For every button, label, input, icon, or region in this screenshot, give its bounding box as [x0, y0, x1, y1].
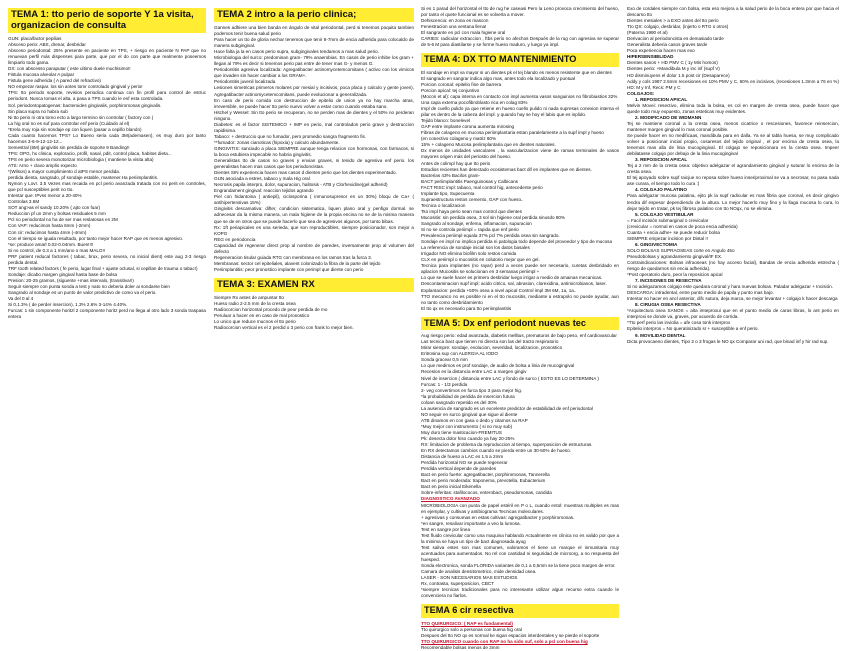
section-title-tema-3: TEMA 3: EXAMEN RX [214, 278, 414, 292]
note-line: Porcion apical: tej conjuntivo [421, 87, 480, 93]
note-line: PRF patient reducal factores ( tabac, brux, perio severa, no inicial dient) este aug 2-3 riesgo perdida dental. [8, 253, 206, 265]
note-line: Mirar siempre: sondaje, evolucion, severidad, localizacion, pronostico [421, 345, 563, 351]
note-line: Para hacer un tto de gloria nechar tenemos que tenir 8-7mm de encia adherida para colocaldo de manera subgingival. [214, 37, 414, 49]
note-line: REG en periodoncia [214, 236, 256, 242]
note-line: Hace falta ja la en casos perio supra, subgingivales tendamos a mas salud perio. [214, 49, 379, 55]
note-line: Peruluar a hacer en en caso de mal pronostico [214, 313, 310, 319]
note-line: Engrandament gingival: reaccion tejidos agrando [214, 188, 314, 194]
note-line: Con VAP: reducimos hasta 6mm (-2mm) [8, 223, 91, 229]
section-title-tema-4: TEMA 4: DX TTO MANTENIMIENTO [421, 53, 619, 67]
note-line: Estudios recientes han detectado ecosistemas bact dif en implantes que en dientes. [421, 166, 592, 172]
note-line: GUN: placa/factor pepilias [8, 36, 62, 41]
note-line: DESCARGA: intradental, entre punto medio de papila y punto mas bajo. [627, 290, 774, 296]
note-line: Despues del tto NO qx es normal ke sigan espacios interdentales y se pierde el soporte [421, 632, 600, 638]
note-line: Mucositis: sin perdida osea, 3 sol sin higiene oral perdida sinusdo 80% [421, 214, 566, 220]
note-line: Controlas 3.6M [8, 199, 40, 205]
note-line: FACT RISC impl: tabaco, mal control hig, antecedente perio [421, 184, 543, 190]
note-line: Rx: 1ft periapicales es una serieda, que son reproductibles, siempre posicionador, son mejor a KOPG [214, 224, 414, 236]
note-line: *Erela muy roja sin sondaje ep con liquen (pasar a cepillo blando) [8, 126, 142, 132]
note-line: Intentar que: IPvss menor a 20-40% [8, 193, 82, 199]
note-line: HIPERSENSIBILIDAD [627, 54, 674, 60]
note-line: CARIES: radicular extraccion , ftbs perio no afechos Después de la rug con agresiva se superar de 5-6 M para diastilarse y se forme hueso maduro, y luego ya impl. [421, 36, 619, 48]
note-line: Cuanta + encia adhe+ se puede reducir bolsa [627, 229, 720, 235]
note-line: 2. MODIFICADO DE WIDMANN [635, 114, 702, 120]
note-line: Una capa externa pocofibroblasto rica en colag 83% [421, 100, 528, 106]
note-line: 4. COLGAJO PALATINO [635, 187, 687, 193]
note-line: Diabetes: es el factor SISTEMICO + IMP en perio, mal controlados perio grave y destruccion rapidisima. [214, 121, 414, 133]
note-line: Si no control, de 0.3 a 1 mm/ano o mas MALO!! [8, 247, 106, 253]
note-line: 1. REPOSICION APICAL [635, 96, 688, 102]
note-line: Lo que medimos es prof sondaje, de audio de bolsa a linia de mucogingival [421, 363, 575, 369]
note-line: 9. MOVILIDAD DENTAL [635, 332, 686, 338]
note-line: Eritrosina sup con ALERGIA AL IODO [421, 351, 498, 357]
note-line: Las tecnica bact que tienen mi directa son las del tracto respiratorio [421, 339, 559, 345]
note-line: Si no se controla periimpl = rapida que enf perio [421, 227, 519, 233]
section-body-tema-3 [214, 295, 414, 331]
note-line: Tto QX: colgajo, desbridar, (injerto o RTG o otros) [627, 24, 729, 30]
note-line: BACT periimplantitis Paenguinosas y Calbicans [421, 178, 518, 184]
section-title-tema-2: TEMA 2 intro a la perio clinica; [214, 8, 414, 22]
note-line: *la probabilidad de perdida de insercion futura [421, 393, 515, 399]
note-line: Tecnica o localizacion [421, 202, 466, 208]
note-line: La referencia de sondaje inicial son los datos basales [421, 245, 530, 251]
note-line: El sondaje en impl va mayor si un dientes pk el tej blando es menos resistente que en dientes [421, 69, 612, 75]
note-line: Piel con hidantoina ( antiepil), ciclosporina ( inmunosupresor en un 30%) bloqu de Ca+ ( antihipertensivas 15%) [214, 194, 414, 206]
note-line: TTO mecanico no es posible ni en el tto mucositis, mediante a estrapolo no puede ayudar, aun no tanto como desbridamiento [421, 293, 619, 305]
note-line: Va del 0 al 4 [8, 296, 34, 302]
note-line: La hig oral no es suf para controlar enf perio (Cuidado al el) [8, 120, 130, 126]
note-line: Siempre Rx antes de ampuntar tto [214, 294, 284, 300]
note-line: Pcl no periodontal no ha de ser mas reslatosas en 2M [8, 217, 118, 223]
note-line: Gingivitis descamativa: difter, condicion sistematica, liquen plano oral y penfigo dormal. se adnecesar da la misma manera, un mala higiene de la propia encina no se de la misma manera que se de en otros que se puede hacerlo que sea de agresivos algunos, por tanto bibas. [214, 206, 414, 224]
note-line: Fenestracion una ventana llena! [421, 24, 487, 30]
note-line: Tso impl haya perio sean mas control que dientes [421, 208, 522, 214]
note-line: Gannes adhiere una bien banda en ángulo de vital periodontal, perd si tenemos poquita tambien podemos tenir buena salud perio [214, 25, 414, 37]
note-line: Supraestructura restos cemento, GAP con hueso.. [421, 196, 524, 202]
note-line: DX: con abscesso paraputar ( este ultimo duele muchisimo!! [8, 66, 131, 72]
note-line: Prevalencia periimpl equala 37% pcl 7% perdida osea sin sangrado. [421, 233, 560, 239]
column-4 [627, 6, 839, 596]
note-line: Melvin Movei: resectivo, elimina toda la bolsa, es col en margen de cresta osea, puede hacer que quede todo muy expuesto, zonas esteticas muy evidentes. [627, 102, 839, 114]
section-body-tema-3-continued [421, 6, 619, 48]
note-line: Tej se mantiene coronal a la cresta osea, menos cicatrice o rescesiones, favorece reinsercion, mantener margen gingival lo mas coronal posible. [627, 120, 839, 132]
note-line: Epitelio interpros = No queratinizado sr + susceptible a enf perio. [627, 326, 759, 332]
note-line: Lesiones simetricas primeros molares por mesial y incisivos, poca placa y calculo y gente joven), Agregatibacter actinomycetemcomitans, puede evolucionar a generalizada. [214, 85, 414, 97]
note-line: Si no adelgazamos colgajo este quedara coronal y hara nuevas bolsas. Paladar adelgazar + Incisión. [627, 284, 833, 290]
note-line: El tto qx es necesario para tto periimplantitis [421, 305, 512, 311]
note-line: 3. REPOSICION APICAL [635, 157, 688, 163]
note-line: *Muy mejor con instrumento ( si no muy sub) [421, 423, 513, 429]
note-line: Fistula gene adherida ( A pared del refractivo) [8, 78, 101, 84]
section-body-tema-6 [421, 621, 619, 651]
note-line: Absceso perio: ABS, drenar, desbridar [8, 42, 86, 48]
note-line: Muy duro tiene masticacion-FREMITUS [421, 429, 502, 435]
note-line: Reduccion pf un 2mm y bolsas residuales 5 mm [8, 211, 106, 217]
note-line: 15% + colageno Mucosa periimplantaria que en dientes naturales. [421, 142, 556, 148]
note-line: RX: limitacion de problema da reproduccion al tiempo, superposicion de estructuras. [421, 442, 593, 448]
note-line: *(Wilson) a mayor cumplimiento d atPS menor perdida. [8, 169, 121, 175]
note-line: Sangrado al sondaje, enfema, inflamacion, supuracion [421, 221, 532, 226]
note-line: + agresivas y consumas en estas cultivas: agregatibacter y porphiromonas. [421, 514, 575, 520]
note-line: (Mocon et al): capa interna en contacto con impl aumenta vasos sanguinios no fibrobiastios 32% [421, 94, 618, 100]
note-line: Tejido blanco: bonelevel [421, 118, 471, 124]
note-line: Tecnica para implantes (no rayar) perd a veces puede ser necesario, curetas desbridado en aplacion Mucositis se solucionan en 3 semanas periimpl + [421, 263, 619, 275]
note-line: Sonda electronica, sonda FLORIDA variantes de 0,1 a 0,5mm se la tiene poco margen de error. [421, 562, 616, 568]
note-line: Si 0.1.3% ( de perder insercion), 1.3% 2.6% 3-14% 4.40%. [8, 302, 128, 308]
note-line: Si es 1 parad del horizontal el tto de rug he caseasi Pero la Leno provoca crecimiento del hueso, por tanto el quete funcional es se volverla a mover. [421, 6, 619, 18]
note-line: Con cir: reducimos hasta 4mm (-4mm) [8, 229, 87, 235]
note-line: Exo de cordales siempre con bolsa, esta eso mejora a la salud perio de la boca entera por que hacia el descarso tto [627, 6, 839, 18]
note-line: Perdida vertical depende de paredes [421, 466, 497, 472]
note-line: Regeneracion tisular guiada RTG con membrana en los ramos tras la furca 3. [214, 254, 372, 260]
note-line: Generalista deberia casos graves tarde [627, 42, 708, 48]
note-line: ATS: Arno + clavo amplio expecto [8, 162, 77, 168]
note-line: Absceso periodontal: 25% presente en paciente en TPS, + riesgo en paciente N PAP que no renuevan perfil más dispenses para parte, que por el do con parte que realmente poseemos limpiarlo todo gama. [8, 48, 206, 66]
section-body-tema-1 [8, 36, 206, 320]
note-line: Se puede hacer en no medificaas, mandibula para en dalla. Ya se al tabla huesa, se muy complicado volver a posicionar inicial propio, cosaresos del tejido original , el por encima de cresta osea, la tenemos mas alla de linia mucogingival. El colgajo se reposicionara en la cresta osea. Impeer debilatasse colgajo por debajo de la linia mucogingival [627, 132, 839, 157]
note-line: Fistula mucosa alveolar A pulpar [8, 72, 75, 78]
note-line: = Facil incisión submarginal o crevicular [627, 217, 709, 223]
note-line: Para adelgazar mucosa palatina, ejito pk la supf radicular es mas fibria que coronal, es decir gingivo tendra dif espesor dependiendo de la altura. Lo mejor hacerlo muy fino y la llaga mucosa lo cura, lo dejar tejido en tratar, pk tej fibroso palatino con tto NOqx, no se elimina. [627, 193, 839, 211]
column-3 [421, 6, 619, 650]
section-body-tema-4 [421, 70, 619, 312]
note-line: Nivel de insercion ( distancia entre LAC y fondo de surco ( ESTO ES LO DETERMINA ) [421, 375, 599, 381]
note-line: TPS: OPG, hx clinica, exploracio, profil, nasal, pdit, control placa, habitos dieta... [8, 150, 172, 156]
note-line: GAP entre implante corona aumenta mirosing [421, 124, 515, 130]
note-line: Irrigador NO elimina biofilm solo restos comida [421, 251, 517, 257]
note-line: ATB dinamos en con gasa o dedo y citamos na RAP [421, 417, 528, 423]
note-line: Contraindicaciones: Bolsas infraoseas (no hay acceso facial), Bandas de encia adherida estrecha ( riesgo de quedarnos sin encia adherida). [627, 259, 839, 272]
note-line: LASER - SON NECESARIOS MAS ESTUDIOS [421, 575, 518, 581]
note-line: Furcas: 1 - 1/3 perdida [421, 381, 468, 387]
note-line: Tabaco: + destruccio que no fumador, pero promedio sangra fragmento fis. [214, 133, 367, 139]
note-line: Furcas: 1 sin componente horitzl 2 componente horitz perd no llega al otro lado 3 sonda traspasa entera [8, 308, 206, 320]
note-line: Implante tipo, Supecuenta [421, 190, 475, 196]
note-line: Derivacion al periodoncista es demasiado tarde [627, 36, 724, 42]
note-line: Periodontitis juvenil localizada [214, 79, 276, 85]
note-line: Sobre-inferitas: stafilococos, enterobact, pseudomonas, candida [421, 490, 552, 496]
note-line: Lo unico que reduce mucnos el tto perio [214, 319, 296, 325]
note-line: coloan sangrado repetido es del 30% [421, 399, 497, 405]
note-line: Explantacion: perdida +50% osea a nivel apical Control impl 3M 6M, 1a, 1a.. [421, 287, 577, 293]
note-line: Necrosis papila interpro, dolor, supuracion, halitosis - ATB y Clorhexidine(gel adherid) [214, 182, 388, 188]
note-line: En caso de perio comida con destruccion de epitelio de union ya no hay marcha atras, irreversible, se puede hacer tto perio nuevo volver a estar como cuando estaba sano. [214, 97, 414, 109]
note-line: *siempre tecnicas tradicionales para no interesante utilizar algun recurso extra cuando le convenciera no fiarlos. [421, 587, 619, 599]
note-line: HD: M y Inf, Recs: PM y C [627, 84, 681, 90]
note-line: Bacterias 43% Bacilos gram- [421, 172, 480, 178]
column-2 [214, 6, 414, 596]
note-line: Perdida horizontal NO se puede regenerar [421, 460, 508, 466]
note-line: Intentar no hacer en ancl anterior, difc sutura, deja marca, se mejor levantar + colgajo k hacer descarga [627, 296, 838, 302]
note-line: NO seguir en surco gingival que sigue al diente [421, 411, 518, 417]
note-line: CLX en periimpl o mucositis en colutorio mejor que en gel. [421, 257, 540, 263]
note-line: NO empezar raspar. los sin antes tomr controlado gingival y perio! [8, 84, 143, 90]
note-line: TTO QUIRURGICO cuando con RAP no ha sido suf, solo a pcl con buena hig [421, 638, 588, 644]
note-line: Distancia de hueso a LAC es 1.5 a 2mm [421, 454, 504, 460]
note-line: **fumador: zonas cianoticas (hipoxia) y calculo abundamente. [214, 139, 340, 145]
note-line: Tto quirurgico solo a personas con buena hig oral [421, 626, 522, 632]
note-line: Fibras de colageno en mucosa periimplantaria estan paralelamente a la supf impl y hueso [421, 130, 604, 136]
note-line: Rx, contrasta, superposicion, CBCT [421, 581, 495, 587]
note-line: GINGIVITIS: sanciado a placa SIEMPRE aunque tenga relacion con hormonas, con farmacos, si la boca estubiera impecable no habria gingivitis. [214, 145, 414, 157]
note-line: (Paterna 1990 et al) [627, 30, 668, 36]
note-line: TPS en perio severa monotorizar microbiologia ( mantiene la visita alta) [8, 156, 154, 162]
section-title-tema-5: TEMA 5: Dx enf periodont nuevas tec [421, 317, 619, 331]
note-line: TTO QUIRURGICO: ( RAP es fundamental) [421, 620, 513, 626]
note-line: Sin placa supra no habra sub [8, 108, 68, 114]
note-line: Sol. periodontopatogenas: bacteroides gingivalis, porphiromonas gingivalis. [8, 102, 162, 108]
note-line: *en sangre, resalivar importante a veo la lumosa. [421, 520, 521, 526]
column-1 [8, 6, 206, 596]
note-line: Sondaje: dicabo margen gingival hasta base de bolsa [8, 271, 118, 277]
section-body-tema-6-continued [627, 6, 839, 345]
note-line: Addy y cols 1987 2.5mm recesiones en 10% PMV y C, 60% en incisivos, (recesiones 1.3mm a 76 en %) [627, 78, 839, 84]
note-line: SOT ang>as el sandy 10.20% ( ajto con fuar) [8, 205, 100, 211]
note-line: Test saliva estes son mas comunes, valoramos el tiene un marque el inmunitaria muy acentuados para aumentados. No rel con cantidad ni seguridad de microorg, a no respuesta del huesped. [421, 544, 619, 562]
note-line: El tej apoyado sobre supf raicjue no reposa sobre hueso inseriproximal se va a necrosar, no pasa nada ase curara, el tiempo todo lo cura :) [627, 175, 839, 187]
note-line: Periimplantitis: peor pronostico implante con perimpl que diente con perio [214, 266, 364, 272]
note-line: HD disminuyens el dolor 1.5 post cir (Desaparece) [627, 72, 730, 78]
note-line: Tej a 2 mm de la cresta osea: objetivo adelgazar el agrandamiento gingival y suturar lo encima de la cresta osea. [627, 163, 839, 175]
note-line: Cada cuanto hacemos TPS? Lo Bueno seria cada 3M(ademasen), es muy duro por tanto hacemos 3-6-9-12-12-12... [8, 132, 206, 144]
note-line: Sonda gracear 0,5 mm [421, 357, 468, 363]
note-line: Poca experiencia hacen mas exo [627, 48, 695, 54]
note-line: MICROBIOLOGIA con punta de papel estéril en P o L, cuando entol: muestras multiples es mas en ejemplar, y cultivas y antibiograma Tecnicas moleculares. [421, 502, 619, 514]
note-line: Bact en perio inicial Eikenella [421, 484, 481, 490]
note-line: La ausencia de sangrado es un excelente predictor de estabilidad de enf periodontal [421, 405, 593, 411]
note-line: Dientes SIN experiencia hacen mas casos d dientes perio que los dientes experimentado. [214, 170, 397, 176]
note-line: (en conectivo colageno y matriz 60% [421, 136, 497, 142]
note-line: Dientes mesiales > a EXO antes del tto perio [627, 18, 719, 24]
note-line: DIAGNOSTICO AVANZADO [421, 496, 480, 502]
note-line: *Tto perf perio las inviolia = afe cosa tonk interprox [627, 320, 731, 326]
note-line: Dientes sanos + HD PMV C ( 1y Mis homos) [627, 60, 718, 66]
note-line: Recomendable bolsas menos de 3mm [421, 644, 500, 650]
note-line: Bact en perio moderada: traponema, prevotella, Eubacterium [421, 478, 546, 484]
note-line: Radiocorcion vertical es el 2 perdid o 3 perio con frank lo mejor bien. [214, 325, 354, 331]
section-body-tema-5 [421, 333, 619, 599]
note-line: Hitchel y Wessel: Sin tto perio se recuperan, no se perden mas de dientes y el 50% no perderan ninguno. [214, 109, 414, 121]
note-line: Aug riesgo perio: edad avanzada, diabetis mellitus, prematuros de bajo peso, enf cardiovascular [421, 333, 617, 339]
note-line: Microbiologia del surco: predominan gram- 79% anaerobias. En casos de perio inhibe los gram + llegan al 79% es decir si tenemos perio pas entre de tener mas G- y menos G. [214, 55, 414, 67]
note-line: *Post operatorio duro, peor la reposicion apical [627, 272, 723, 278]
note-line: 7. INCISIONES DE RESECTIVA [635, 278, 702, 284]
note-line: Dehiscencia: en zona es mascon [421, 18, 489, 24]
note-line: Generalistas tto de casos no graves y envian graves, ni tenido de agresiva enf perio. los generalistas hacen mas casos que los periodoncistas. [214, 158, 414, 170]
note-line: Bact en perio fuerte: agregatibacter, porphiromonas, Tannerella [421, 472, 550, 478]
note-line: Lo que se suele hacer es primero desbridar luego irrigar a medio de amainas mecanicas. [421, 275, 603, 281]
note-line: Test en sangre por linea [421, 526, 471, 532]
section-title-tema-1: TEMA 1: tto perio de soporte Y 1a visita, organizacion de consulta [8, 8, 206, 33]
note-line: Periodontitis agresiva localizada: Agregatibacter actinomycetemcomitans ( activo con los vimicos que invaden sin hacer cambiar a los GRAM+. [214, 67, 414, 79]
note-line: Descontaminacion supf impl: acido citrico, sal, abrasion, clorexidina, antimicrobianos, laser. [421, 281, 607, 287]
note-line: 2- veg convertimos en furca tipo 3 para mejor hig. [421, 387, 523, 393]
note-line: Semestral (6M) gingivitis sin perdida de soporte 9 Banding!! [8, 144, 130, 150]
note-line: El sangrante en pcl con mala higiene oral [421, 30, 506, 36]
note-line: (crevicular = normal en casos de poca encia adherida) [627, 223, 738, 229]
note-line: Radiocorcion horizontal procedo de peor perdida de mo [214, 307, 328, 313]
note-line: SOLO BOLSAS SUPRAOSEAS corte en Angulo 45o [627, 247, 735, 253]
note-line: 5. COLGAJO VESTIBULAR [635, 211, 694, 217]
note-line: GUN asociada a estres, tabaco y mala Hig oral [214, 176, 310, 182]
note-line: Sangrado al sondaje es un punto de valor predictivo de como va el perio. [8, 289, 157, 295]
note-line: TRF tooth related factors ( fe perio, lugar final + ajuste oclusal, si cepillan de trauma o tabac!) [8, 265, 198, 271]
note-line: Test fluido crevicular como una maquina hablando Actualmente en clinica no es valido por que a la minima se haya un tipo de bact diagnosada ayug [421, 532, 619, 544]
note-line: Seguir siempre con punta sonda a test y nato no deberia doler ai sondarse bien [8, 283, 170, 289]
note-line: El sangrado en sangrar indica algo mas, antes todo ela localizado y puntual [421, 75, 575, 81]
note-line: Dicta provocaeno dientes, Tipo 2 o 3 frogas le NO qx Comparar uni rad, que binad inf y hir rad sup. [627, 338, 829, 344]
note-line: Impl de cuello pulido ya que retiene en hueso cuello pulido ni nada supresas conexion interna el pilar es dentro de la cabeza del impl. y quando hay se hoy el labio que es inplido. [421, 106, 619, 118]
note-line: Nymon y Lovr. 3.5 Vezes mas recaida en pcl perio avanzada tratada con no perit en controles, que pcl susceptibles perit no tto. [8, 181, 206, 193]
note-line: Dx menos de unidades vasculares , la vascularizacion viene de ramas terminales de vasos mayores origen más del periostio del hueso. [421, 148, 619, 160]
note-line: Presion: 20-25 gramos, (siguente +mas intervalo, (transitiva!!) [8, 277, 134, 283]
note-line: 6. GINGIVECTOMIA [635, 241, 678, 247]
note-line: TPS: tto periodo soporte, revision periodica continua con fin profil para control de estruc periodont. Nunca tomas el alta, a pasa a TPS cuando le enf esta controlada. [8, 90, 206, 102]
note-line: Hueso radio 2-2.5 mm de la cresta osea [214, 300, 296, 306]
note-line: Pk: desecta dolor hiso cuando ya hay 20-25% [421, 436, 515, 441]
section-body-tema-2 [214, 25, 414, 273]
note-line: Sondaje en impl no implica perdida ni patologia todo depende del proveedor y tipo de mucosa [421, 239, 613, 245]
note-line: COLGAJOS: [627, 90, 655, 96]
note-line: Porcion coronal: epitelio fine de barrera [421, 81, 502, 87]
note-line: *Arquitectura osea SANOS = alta imteproxui que en el punto medio de caras libras, lo ant perio en interproxi se donde va, graves, por acuerdo de corrida. [627, 308, 839, 320]
note-line: Con el tiempo se iguala resultado, por tanto mejor hacer RAP que es menos agresivo. [8, 235, 184, 241]
note-line: Pseudobolsas y agrandamiento gingival/IF EX. [627, 253, 723, 259]
note-line: Membranas: sector cel epiteliales, alavent colonizado la fibra de la parte del tejido [214, 260, 381, 266]
note-line: Dientes perio: +Mandibula M y inc inf (supf V) [627, 66, 720, 72]
section-title-tema-6: TEMA 6 cir resectiva [421, 604, 619, 618]
note-line: Capacidad de regenerar direct prop al nombre de paredes, inversamente prop al volumen del defecto [214, 242, 414, 254]
note-line: *se: produce amarl 0.02-0.04mm. Buen!!!! [8, 241, 94, 247]
note-line: En RX detectamos cambios cuando se pierda entre un 30-50% de hueso. [421, 448, 571, 454]
note-line: perdida dienta, sangrado, pf sondaje estable, mantener.Ha periimplantitis. [8, 175, 159, 181]
note-line: Antes de colimpl hay que tto perio [421, 160, 491, 166]
note-line: Camara de analisis densitometrico, mide densidad osea. [421, 569, 537, 575]
note-line: SIEMPRE empezar incision por Distal !! [627, 235, 708, 241]
note-line: Recesion es la distancia entre LAC a margen gingiv [421, 369, 527, 375]
note-line: Ni tto perio ni otra tomo ecto a largo termino sin controlar ( factory con ) [8, 114, 154, 120]
note-line: 8. CIRUGIA OSEA RESECTIVA [635, 302, 701, 308]
